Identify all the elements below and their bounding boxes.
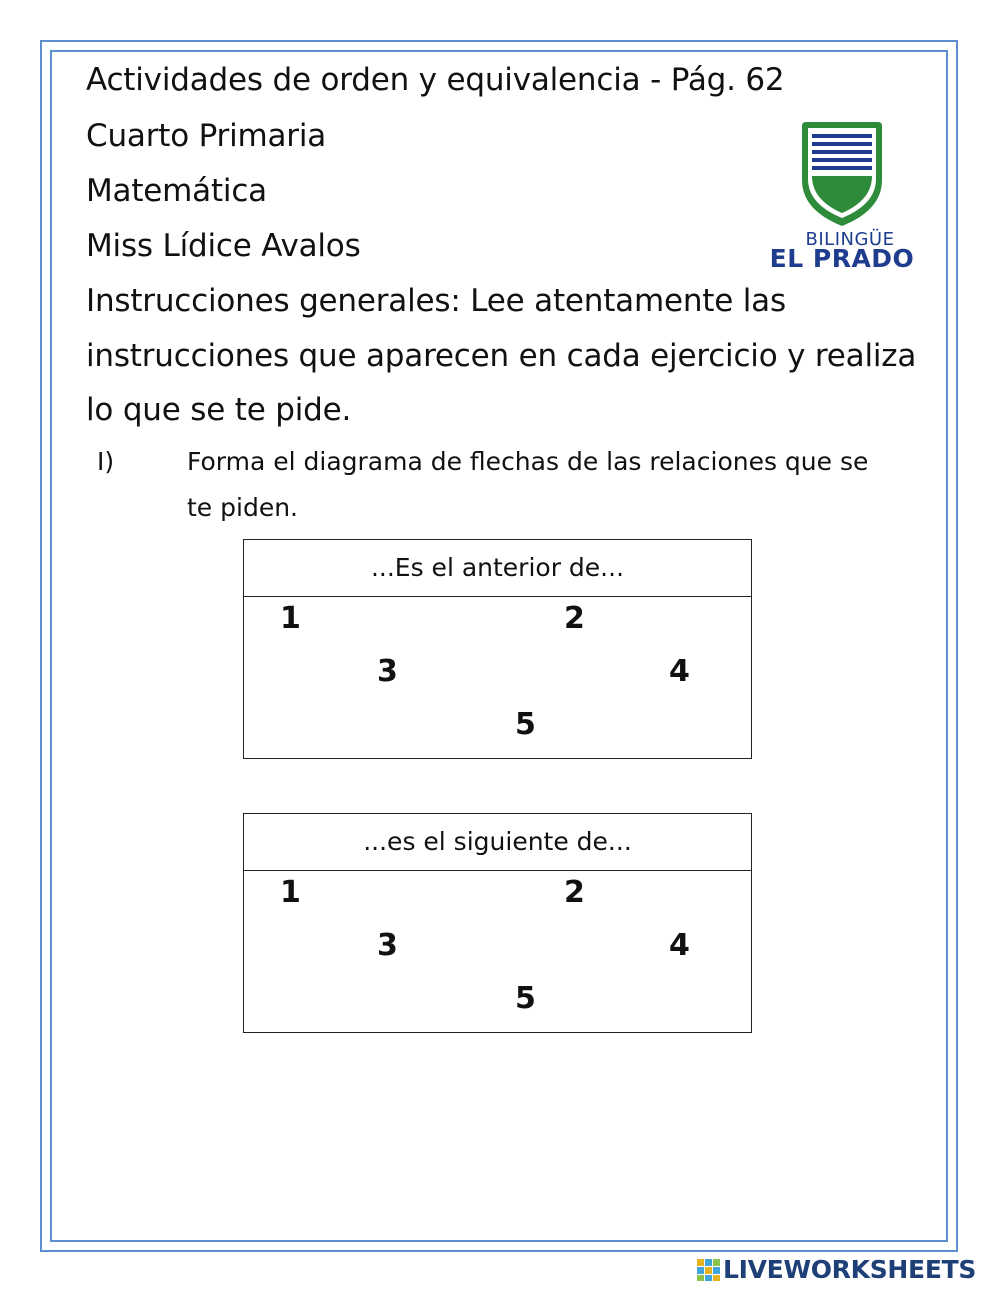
number-5[interactable]: 5 <box>515 707 536 742</box>
number-2[interactable]: 2 <box>564 875 585 910</box>
number-1[interactable]: 1 <box>280 601 301 636</box>
instructions-line-3: lo que se te pide. <box>86 392 352 428</box>
instructions-line-1: Instrucciones generales: Lee atentamente las <box>86 283 786 319</box>
liveworksheets-wordmark: LIVEWORKSHEETS <box>723 1255 977 1284</box>
logo-text-bilingue: BILINGÜE <box>805 229 895 250</box>
number-1[interactable]: 1 <box>280 875 301 910</box>
liveworksheets-logo-icon <box>697 1259 721 1281</box>
worksheet-title: Actividades de orden y equivalencia - Pág. 62 <box>86 62 785 98</box>
arrow-diagram-box-siguiente[interactable] <box>243 813 752 1033</box>
teacher-label: Miss Lídice Avalos <box>86 228 361 264</box>
number-4[interactable]: 4 <box>669 928 690 963</box>
liveworksheets-brand <box>697 1256 993 1284</box>
number-3[interactable]: 3 <box>377 654 398 689</box>
exercise-text-line-1: Forma el diagrama de flechas de las relaciones que se <box>187 447 869 476</box>
number-5[interactable]: 5 <box>515 981 536 1016</box>
number-4[interactable]: 4 <box>669 654 690 689</box>
number-2[interactable]: 2 <box>564 601 585 636</box>
grade-label: Cuarto Primaria <box>86 118 327 154</box>
subject-label: Matemática <box>86 173 267 209</box>
instructions-line-2: instrucciones que aparecen en cada ejercicio y realiza <box>86 338 917 374</box>
number-3[interactable]: 3 <box>377 928 398 963</box>
box-header-siguiente: ...es el siguiente de... <box>244 814 751 871</box>
exercise-text-line-2: te piden. <box>187 493 298 522</box>
logo-text-el-prado: EL PRADO <box>769 244 915 273</box>
box-header-anterior: ...Es el anterior de... <box>244 540 751 597</box>
arrow-diagram-box-anterior[interactable] <box>243 539 752 759</box>
exercise-number: I) <box>97 447 115 476</box>
